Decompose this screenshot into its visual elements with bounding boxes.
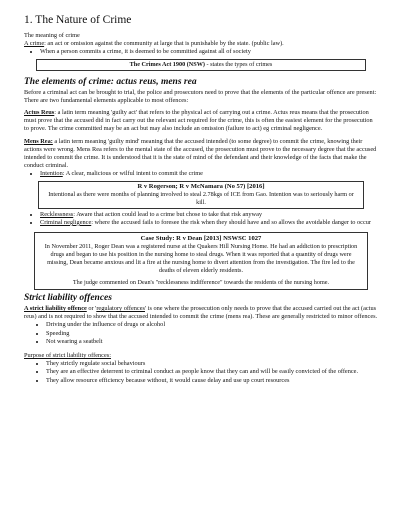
list-item: • Not wearing a seatbelt bbox=[46, 338, 378, 346]
crime-definition bbox=[24, 40, 378, 48]
strict-liability-section bbox=[24, 305, 378, 385]
strict-liability-definition bbox=[24, 305, 378, 321]
crimes-act-box bbox=[36, 59, 366, 71]
list-item: • Driving under the influence of drugs or alcohol bbox=[46, 321, 378, 329]
elements-section bbox=[24, 89, 378, 290]
case-study-box bbox=[34, 232, 368, 290]
negligence-text: : where the accused fails to foresee the risk when they should have and so allows the avoidable danger to occur bbox=[91, 218, 371, 226]
strict-liability-joiner: or ' bbox=[86, 305, 97, 313]
list-item bbox=[40, 219, 378, 227]
list-item bbox=[40, 170, 378, 178]
case-study-text: In November 2011, Roger Dean was a registered nurse at the Quakers Hill Nursing Home. He had an addiction to prescription drugs and began to use his position in the nursing home to steal drugs. When it was reported that a quantity of drugs were missing, Dean became anxious and lit a fire at the nursing home to divert attention from the investigation. The fire led to the deaths of eleven elderly residents. bbox=[44, 243, 358, 275]
negligence-term: Criminal negligence bbox=[40, 218, 92, 226]
crimes-act-name: The Crimes Act 1900 (NSW) bbox=[129, 60, 205, 68]
meaning-list bbox=[24, 48, 378, 56]
mens-rea-text: a latin term meaning 'guilty mind' meaning that the accused intended (to some degree) to commit the crime, knowing their actions were wrong. Mens Rea refers to the mental state of the accused, the prosecution must prove to the necessary degree that the accused intended to commit the crime. It is understood that it is the state of mind of the defendant and their knowledge of the facts that make the conduct criminal. bbox=[24, 137, 377, 170]
strict-liability-text: ' is one where the prosecution only needs to prove that the accused carried out the act (actus reus) and is not required to show that the accused intended to commit the crime (mens rea). These are generally restricted to minor offences. bbox=[24, 305, 378, 321]
rogerson-case-title: R v Rogerson; R v McNamara (No 57) [2016] bbox=[137, 182, 265, 190]
mens-rea-term: Mens Rea: bbox=[24, 137, 53, 145]
actus-reus-text: : a latin term meaning 'guilty act' that refers to the physical act of carrying out a crime. Actus reus means that the prosecution must prove that the accused did in fact carry out the relevant act required for the crime, this is often the easiest element for the prosecution to prove. The crime committed may be an act but may also include an omission (failure to act) eg criminal negligence. bbox=[24, 109, 373, 133]
purpose-list bbox=[24, 360, 378, 385]
actus-reus-paragraph bbox=[24, 109, 378, 134]
intention-term: Intention bbox=[40, 170, 63, 178]
list-item: • They allow resource efficiency because without, it would cause delay and use up court resources bbox=[46, 377, 378, 385]
list-item: • Speeding bbox=[46, 330, 378, 338]
strict-liability-term: A strict liability offence bbox=[24, 305, 87, 313]
intention-text: : A clear, malicious or wilful intent to commit the crime bbox=[62, 170, 203, 178]
list-item: • They strictly regulate social behaviours bbox=[46, 360, 378, 368]
strict-liability-examples bbox=[24, 321, 378, 346]
recklessness-term: Recklessness bbox=[40, 210, 74, 218]
mens-rea-paragraph bbox=[24, 138, 378, 171]
meaning-heading: The meaning of crime bbox=[24, 32, 80, 39]
list-item: • They are an effective deterrent to criminal conduct as people know that they can and will be easily convicted of the offence. bbox=[46, 368, 378, 376]
list-item bbox=[40, 211, 378, 219]
list-item: • When a person commits a crime, it is deemed to be committed against all of society bbox=[40, 48, 378, 56]
case-study-judge-comment: The judge commented on Dean's "recklessness indifference" towards the residents of the nursing home. bbox=[72, 279, 330, 287]
rogerson-case-text: Intentional as there were months of planning involved to steal 2.78kgs of ICE from Gao. Intention was to seriously harm or kill. bbox=[48, 190, 354, 206]
strict-liability-heading: Strict liability offences bbox=[24, 293, 112, 304]
case-study-title: Case Study: R v Dean [2013] NSWSC 1027 bbox=[140, 235, 262, 243]
actus-reus-term: Actus Reus bbox=[24, 109, 55, 117]
intention-list bbox=[24, 170, 378, 178]
regulatory-offences-term: regulatory offences bbox=[96, 305, 145, 313]
recklessness-text: : Aware that action could lead to a crime but chose to take that risk anyway bbox=[73, 210, 263, 218]
rogerson-case-box bbox=[38, 181, 364, 209]
meaning-section bbox=[24, 32, 378, 71]
page-title: 1. The Nature of Crime bbox=[24, 14, 132, 26]
crimes-act-text: - states the types of crimes bbox=[204, 60, 273, 68]
elements-heading: The elements of crime: actus reus, mens rea bbox=[24, 76, 197, 87]
mens-rea-levels-list bbox=[24, 211, 378, 227]
purpose-heading: Purpose of strict liability offences: bbox=[24, 352, 111, 360]
elements-intro: Before a criminal act can be brought to trial, the police and prosecutors need to prove that the elements of the particular offence are present: There are two fundamental elements applicable to most offences: bbox=[24, 88, 377, 104]
crime-definition-text: : an act or omission against the community at large that is punishable by the state. (public law). bbox=[44, 40, 284, 48]
crime-definition-lead: A crime bbox=[24, 40, 45, 48]
